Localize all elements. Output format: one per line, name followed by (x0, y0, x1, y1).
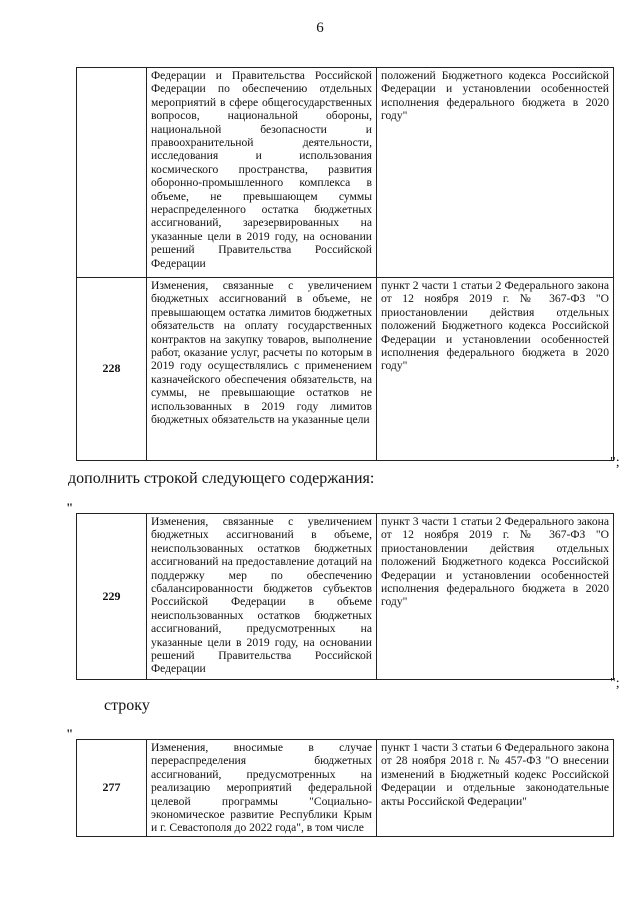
table-row (77, 68, 614, 278)
budget-changes-table-3 (76, 739, 614, 837)
table-row (77, 740, 614, 837)
row-description-cell: Федерации и Правительства Российской Федерации по обеспечению отдельных мероприятий в сфере общегосударственных вопросов, национальной обороны, национальной безопасности и правоохранительной деятельности, исследования и использования космического пространства, развития оборонно-промышленного комплекса в объеме, не превышающем суммы нераспределенного остатка бюджетных ассигнований, зарезервированных на указанные цели в 2019 году, на основании решений Правительства Российской Федерации (147, 68, 377, 278)
row-number-cell: 228 (77, 278, 147, 461)
row-description-cell: Изменения, связанные с увеличением бюджетных ассигнований в объеме, неиспользованных остатков бюджетных ассигнований на предоставление дотаций на поддержку мер по обеспечению сбалансированности бюджетов субъектов Российской Федерации в объеме неиспользованных остатков бюджетных ассигнований, предусмотренных на указанные цели в 2019 году, на основании решений Правительства Российской Федерации (147, 514, 377, 680)
row-legal-basis-cell: положений Бюджетного кодекса Российской Федерации и установлении особенностей исполнения федерального бюджета в 2020 году" (377, 68, 614, 278)
row-number-cell (77, 68, 147, 278)
closing-quote: "; (610, 676, 620, 691)
page-number: 6 (316, 20, 324, 36)
opening-quote: " (66, 500, 74, 515)
row-number-cell: 277 (77, 740, 147, 837)
closing-quote: "; (610, 455, 620, 470)
budget-changes-table-1 (76, 67, 614, 461)
amendment-paragraph: строку (104, 697, 150, 714)
row-number-cell: 229 (77, 514, 147, 680)
row-description-cell: Изменения, связанные с увеличением бюджетных ассигнований в объеме, не превышающем остатка лимитов бюджетных обязательств на оплату государственных контрактов на закупку товаров, выполнение работ, оказание услуг, расчеты по которым в 2019 году осуществлялись с применением казначейского обеспечения обязательств, на суммы, не превышающие остатков не использованных в 2019 году лимитов бюджетных обязательств на указанные цели (147, 278, 377, 461)
row-legal-basis-cell: пункт 3 части 1 статьи 2 Федерального закона от 12 ноября 2019 г. № 367-ФЗ "О приостановлении действия отдельных положений Бюджетного кодекса Российской Федерации и установлении особенностей исполнения федерального бюджета в 2020 году" (377, 514, 614, 680)
row-legal-basis-cell: пункт 2 части 1 статьи 2 Федерального закона от 12 ноября 2019 г. № 367-ФЗ "О приостановлении действия отдельных положений Бюджетного кодекса Российской Федерации и установлении особенностей исполнения федерального бюджета в 2020 году" (377, 278, 614, 461)
row-description-cell: Изменения, вносимые в случае перераспределения бюджетных ассигнований, предусмотренных на реализацию мероприятий федеральной целевой программы "Социально-экономическое развитие Республики Крым и г. Севастополя до 2022 года", в том числе (147, 740, 377, 837)
row-legal-basis-cell: пункт 1 части 3 статьи 6 Федерального закона от 28 ноября 2018 г. № 457-ФЗ "О внесении изменений в Бюджетный кодекс Российской Федерации и отдельные законодательные акты Российской Федерации" (377, 740, 614, 837)
table-row (77, 278, 614, 461)
amendment-paragraph: дополнить строкой следующего содержания: (68, 470, 375, 487)
opening-quote: " (66, 726, 74, 741)
budget-changes-table-2 (76, 513, 614, 680)
table-row (77, 514, 614, 680)
